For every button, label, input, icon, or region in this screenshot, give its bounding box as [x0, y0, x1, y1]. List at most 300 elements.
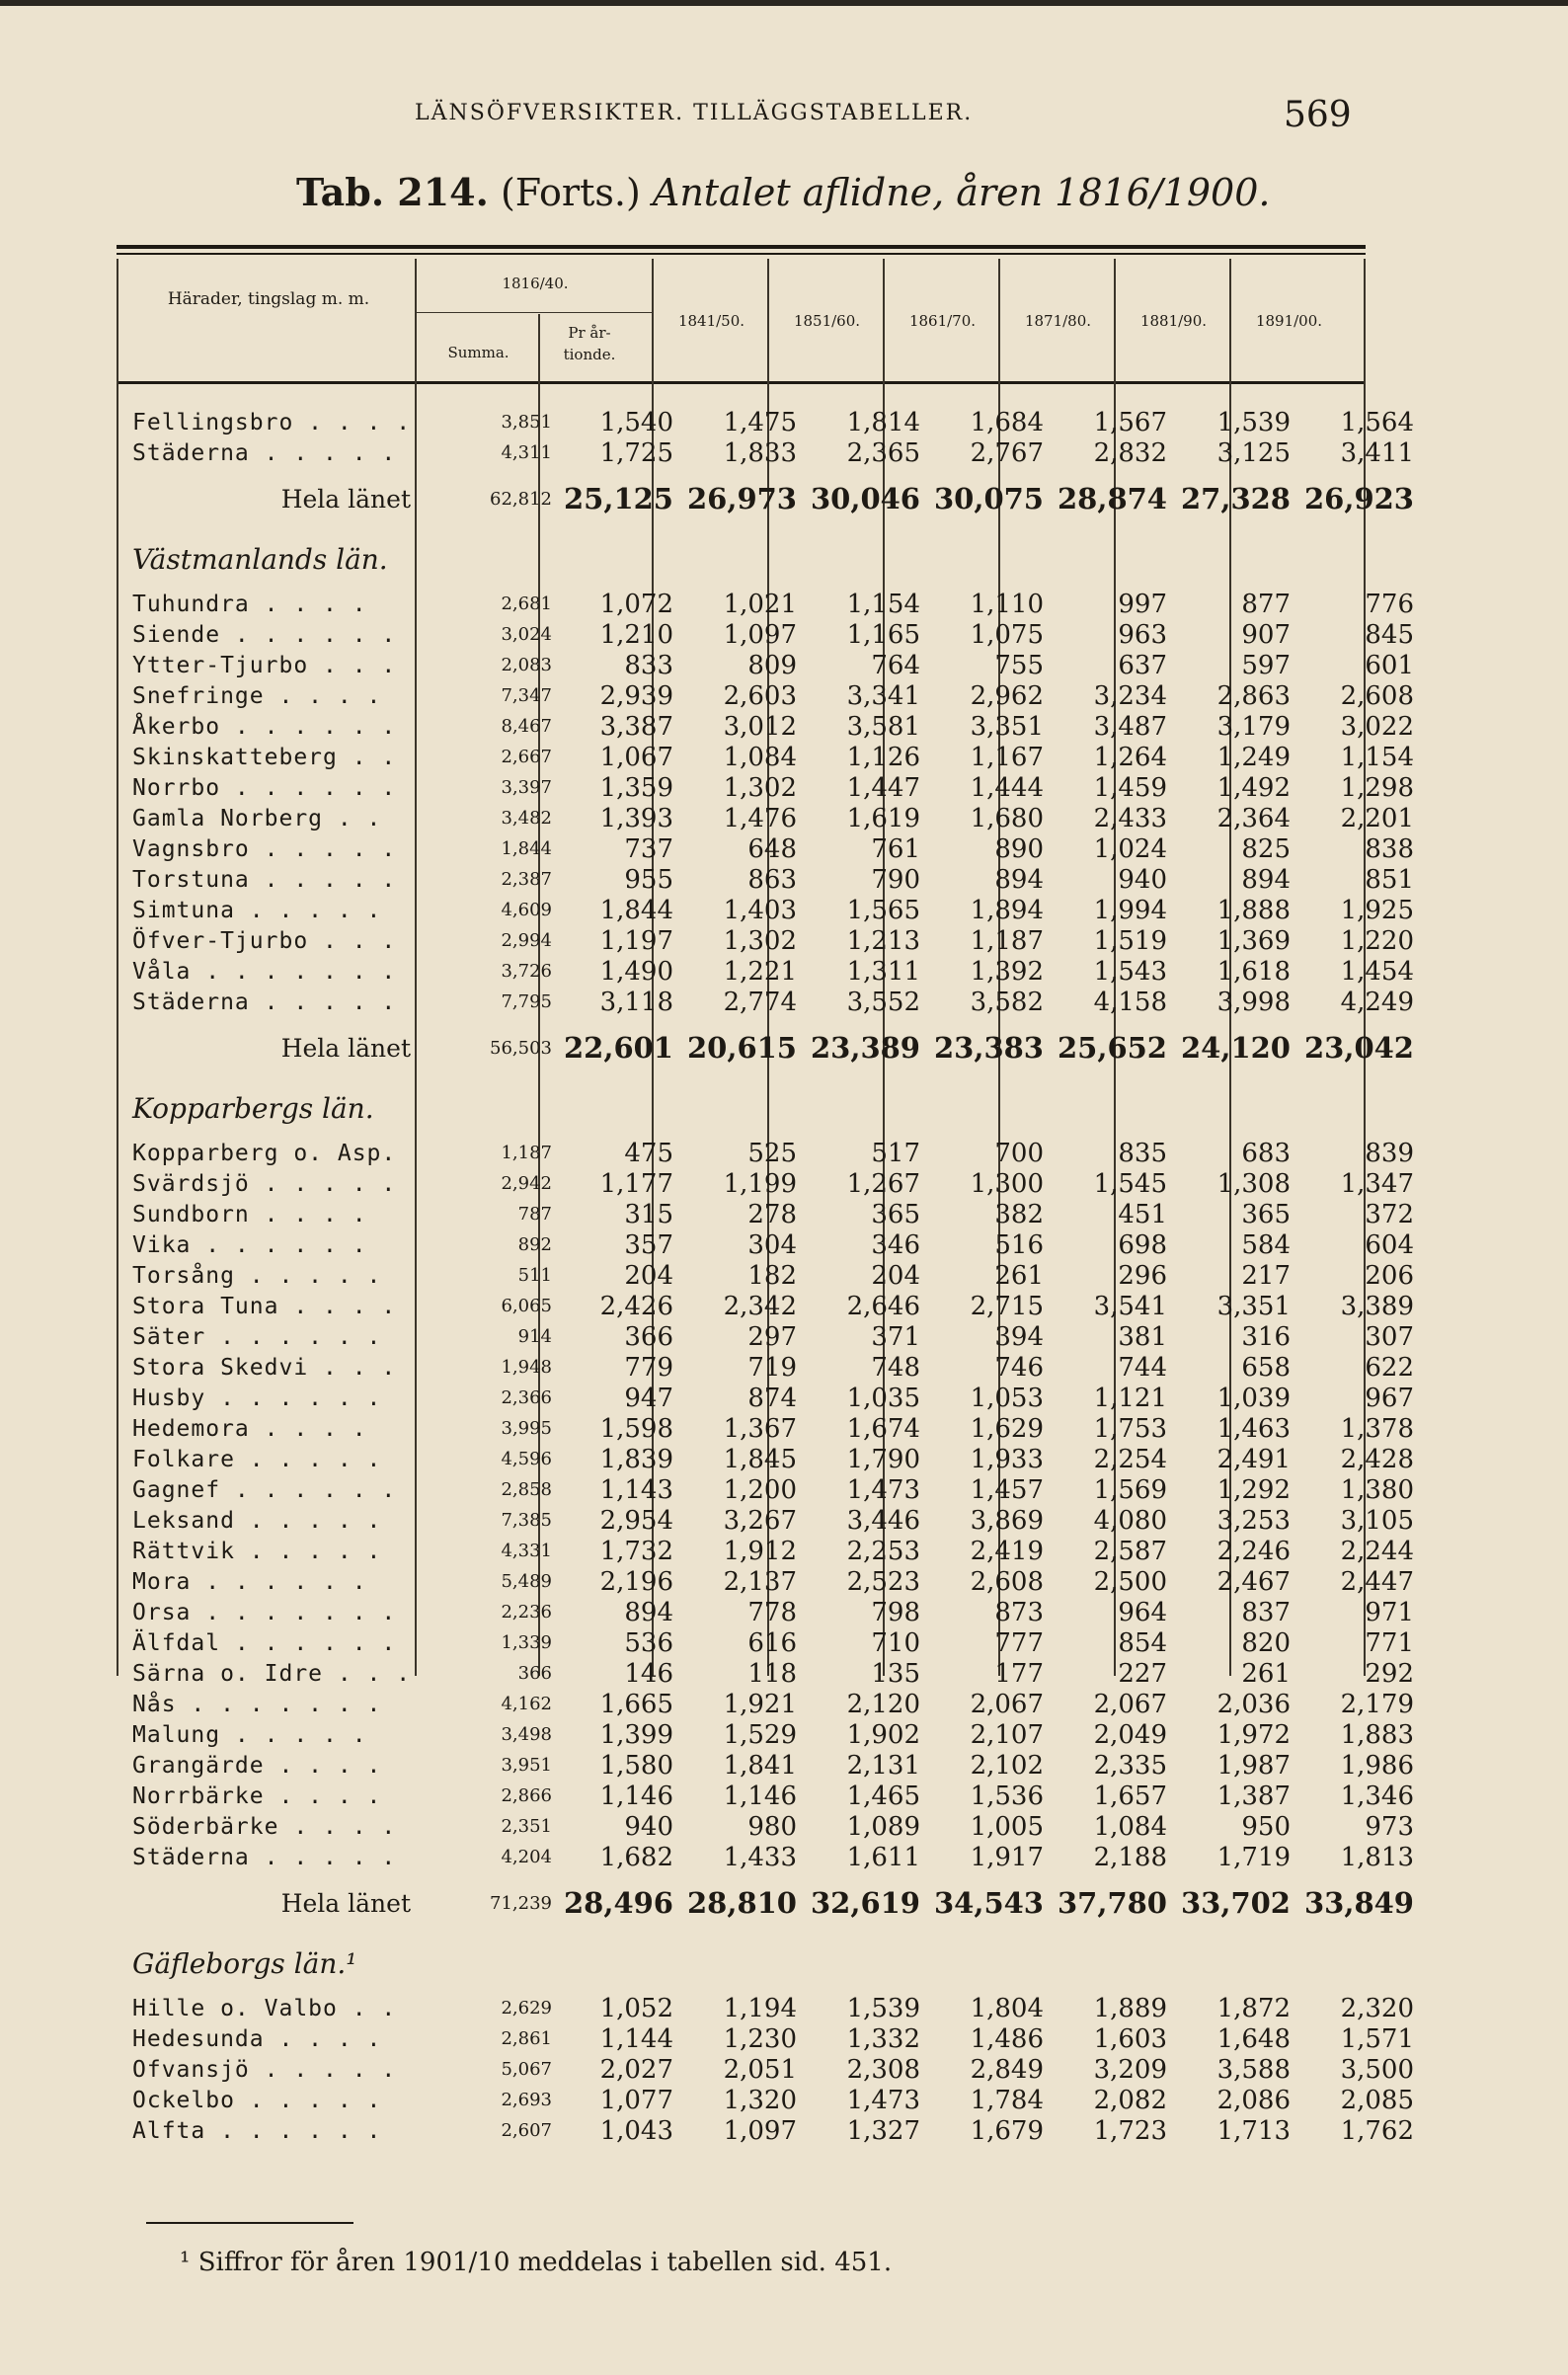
table-cell: 2,188: [1093, 1842, 1167, 1872]
table-cell: 23,042: [1304, 1031, 1414, 1065]
table-cell: 28,810: [687, 1886, 797, 1920]
table-cell: 1,311: [846, 956, 920, 987]
table-cell: 1,399: [599, 1719, 673, 1750]
table-cell: 1,567: [1093, 407, 1167, 437]
district-name: Hedemora . . . .: [132, 1415, 367, 1442]
district-name: Öfver-Tjurbo . . .: [132, 927, 397, 954]
table-cell: 2,120: [846, 1689, 920, 1719]
table-cell: 1,380: [1340, 1474, 1414, 1505]
empty-cell: [1298, 1934, 1422, 1993]
table-cell: 451: [1118, 1199, 1167, 1229]
table-cell: 820: [1241, 1627, 1291, 1658]
table-cell: 2,767: [970, 437, 1044, 468]
table-cell: 346: [871, 1229, 920, 1260]
table-cell: 3,500: [1340, 2054, 1414, 2085]
county-name: Gäfleborgs län.¹: [132, 1946, 357, 1980]
table-cell: 3,387: [599, 711, 673, 742]
district-name: Städerna . . . . .: [132, 1844, 397, 1870]
table-row: [117, 619, 1422, 650]
district-name: Malung . . . . .: [132, 1721, 367, 1748]
table-cell: 2,500: [1093, 1566, 1167, 1597]
table-cell: 1,894: [970, 895, 1044, 925]
table-cell: 1,433: [723, 1842, 797, 1872]
table-cell: 2,036: [1216, 1689, 1291, 1719]
table-cell: 1,165: [846, 619, 920, 650]
table-cell: 1,845: [723, 1444, 797, 1474]
table-cell: 955: [624, 864, 673, 895]
table-cell: 980: [747, 1811, 797, 1842]
empty-cell: [1298, 529, 1422, 589]
table-cell: 798: [871, 1597, 920, 1627]
table-cell: 1,146: [599, 1781, 673, 1811]
district-name: Ofvansjö . . . . .: [132, 2056, 397, 2083]
empty-cell: [560, 1078, 681, 1138]
table-cell: 381: [1118, 1321, 1167, 1352]
table-cell: 2,196: [599, 1566, 673, 1597]
table-cell: 907: [1241, 619, 1291, 650]
table-cell: 1,327: [846, 2115, 920, 2146]
table-cell: 1,121: [1093, 1383, 1167, 1413]
table-cell: 1,917: [970, 1842, 1044, 1872]
table-cell: 1,994: [1093, 895, 1167, 925]
table-row: [117, 956, 1422, 987]
table-cell: 874: [747, 1383, 797, 1413]
table-cell: 3,125: [1216, 437, 1291, 468]
table-cell: 1,902: [846, 1719, 920, 1750]
table-cell: 755: [994, 650, 1044, 680]
table-cell: 2,027: [599, 2054, 673, 2085]
table-cell: 1,403: [723, 895, 797, 925]
table-cell: 304: [747, 1229, 797, 1260]
table-cell: 5,489: [501, 1571, 552, 1592]
table-row: [117, 1168, 1422, 1199]
table-cell: 2,954: [599, 1505, 673, 1536]
table-row: [117, 1291, 1422, 1321]
table-cell: 371: [871, 1321, 920, 1352]
district-name: Stora Tuna . . . .: [132, 1293, 397, 1319]
table-cell: 1,814: [846, 407, 920, 437]
empty-cell: [1052, 1078, 1175, 1138]
table-cell: 1,473: [846, 1474, 920, 1505]
table-row: [117, 1781, 1422, 1811]
table-cell: 1,569: [1093, 1474, 1167, 1505]
table-row: [117, 589, 1422, 619]
table-cell: 1,302: [723, 772, 797, 803]
table-cell: 2,246: [1216, 1536, 1291, 1566]
table-cell: 27,328: [1181, 482, 1291, 515]
table-cell: 26,973: [687, 482, 797, 515]
district-name: Städerna . . . . .: [132, 989, 397, 1015]
table-cell: 261: [994, 1260, 1044, 1291]
table-cell: 1,486: [970, 2023, 1044, 2054]
table-cell: 746: [994, 1352, 1044, 1383]
table-cell: 2,049: [1093, 1719, 1167, 1750]
table-cell: 2,774: [723, 987, 797, 1017]
table-cell: 1,444: [970, 772, 1044, 803]
table-cell: 845: [1365, 619, 1414, 650]
table-cell: 2,467: [1216, 1566, 1291, 1597]
table-cell: 2,942: [501, 1173, 552, 1194]
table-cell: 967: [1365, 1383, 1414, 1413]
table-cell: 1,077: [599, 2085, 673, 2115]
table-cell: 4,609: [501, 900, 552, 920]
table-cell: 206: [1365, 1260, 1414, 1291]
table-cell: 3,411: [1340, 437, 1414, 468]
table-cell: 1,888: [1216, 895, 1291, 925]
table-cell: 4,311: [501, 442, 552, 463]
district-name: Orsa . . . . . . .: [132, 1599, 397, 1625]
table-cell: 2,447: [1340, 1566, 1414, 1597]
district-name: Norrbärke . . . .: [132, 1782, 382, 1809]
table-cell: 1,732: [599, 1536, 673, 1566]
table-cell: 1,221: [723, 956, 797, 987]
header-period-1861: 1861/70.: [908, 312, 977, 330]
table-row: [117, 1138, 1422, 1168]
empty-cell: [1175, 1934, 1298, 1993]
table-cell: 1,264: [1093, 742, 1167, 772]
district-name: Svärdsjö . . . . .: [132, 1170, 397, 1197]
table-cell: 315: [624, 1199, 673, 1229]
table-row: [117, 1536, 1422, 1566]
empty-cell: [928, 529, 1052, 589]
table-cell: 1,187: [501, 1143, 552, 1163]
table-cell: 3,397: [501, 777, 552, 798]
table-row: [117, 833, 1422, 864]
table-cell: 3,267: [723, 1505, 797, 1536]
table-cell: 2,646: [846, 1291, 920, 1321]
table-cell: 3,351: [1216, 1291, 1291, 1321]
district-name: Gamla Norberg . .: [132, 805, 382, 831]
table-cell: 316: [1241, 1321, 1291, 1352]
table-cell: 1,972: [1216, 1719, 1291, 1750]
table-cell: 1,089: [846, 1811, 920, 1842]
table-cell: 837: [1241, 1597, 1291, 1627]
table-cell: 914: [517, 1326, 552, 1347]
table-cell: 737: [624, 833, 673, 864]
table-cell: 2,179: [1340, 1689, 1414, 1719]
table-row: [117, 742, 1422, 772]
table-cell: 1,543: [1093, 956, 1167, 987]
table-cell: 2,254: [1093, 1444, 1167, 1474]
table-row: [117, 1597, 1422, 1627]
table-cell: 1,648: [1216, 2023, 1291, 2054]
table-cell: 1,925: [1340, 895, 1414, 925]
empty-cell: [1298, 1078, 1422, 1138]
table-cell: 516: [994, 1229, 1044, 1260]
district-name: Ockelbo . . . . .: [132, 2087, 382, 2113]
header-1816-40: 1816/40.: [502, 275, 569, 292]
table-cell: 1,075: [970, 619, 1044, 650]
page-top-edge: [0, 0, 1568, 6]
table-cell: 2,861: [501, 2028, 552, 2049]
table-cell: 2,866: [501, 1785, 552, 1806]
table-cell: 1,545: [1093, 1168, 1167, 1199]
empty-cell: [429, 529, 560, 589]
table-cell: 1,986: [1340, 1750, 1414, 1781]
table-cell: 2,102: [970, 1750, 1044, 1781]
table-cell: 1,987: [1216, 1750, 1291, 1781]
table-cell: 3,487: [1093, 711, 1167, 742]
table-cell: 365: [1241, 1199, 1291, 1229]
table-cell: 7,795: [501, 991, 552, 1012]
header-period-1871: 1871/80.: [1024, 312, 1092, 330]
table-cell: 1,035: [846, 1383, 920, 1413]
table-cell: 698: [1118, 1229, 1167, 1260]
table-cell: 2,387: [501, 869, 552, 890]
table-cell: 382: [994, 1199, 1044, 1229]
footnote-rule: [146, 2222, 353, 2224]
table-cell: 1,933: [970, 1444, 1044, 1474]
table-cell: 3,951: [501, 1755, 552, 1776]
table-cell: 1,393: [599, 803, 673, 833]
table-cell: 1,611: [846, 1842, 920, 1872]
empty-cell: [1175, 1078, 1298, 1138]
table-cell: 1,948: [501, 1357, 552, 1378]
table-cell: 32,619: [811, 1886, 920, 1920]
table-cell: 1,762: [1340, 2115, 1414, 2146]
district-name: Leksand . . . . .: [132, 1507, 382, 1534]
table-row: [117, 1444, 1422, 1474]
table-cell: 1,565: [846, 895, 920, 925]
table-title: [296, 170, 1270, 214]
table-cell: 839: [1365, 1138, 1414, 1168]
table-cell: 204: [871, 1260, 920, 1291]
table-cell: 56,503: [490, 1037, 552, 1059]
table-cell: 3,498: [501, 1724, 552, 1745]
table-cell: 950: [1241, 1811, 1291, 1842]
table-cell: 4,158: [1093, 987, 1167, 1017]
table-cell: 1,619: [846, 803, 920, 833]
table-cell: 2,051: [723, 2054, 797, 2085]
table-cell: 8,467: [501, 716, 552, 737]
county-total-row: [117, 1872, 1422, 1934]
deaths-table-body: [117, 407, 1422, 2146]
table-row: [117, 1627, 1422, 1658]
table-cell: 637: [1118, 650, 1167, 680]
table-cell: 894: [624, 1597, 673, 1627]
district-name: Hela länet: [280, 1888, 411, 1918]
table-cell: 2,962: [970, 680, 1044, 711]
table-cell: 1,230: [723, 2023, 797, 2054]
table-cell: 779: [624, 1352, 673, 1383]
table-cell: 6,065: [501, 1296, 552, 1316]
table-cell: 28,496: [564, 1886, 673, 1920]
table-cell: 1,603: [1093, 2023, 1167, 2054]
table-row: [117, 925, 1422, 956]
table-cell: 2,607: [501, 2120, 552, 2141]
county-name: Västmanlands län.: [132, 542, 388, 576]
district-name: Vika . . . . . .: [132, 1231, 367, 1258]
table-cell: 1,144: [599, 2023, 673, 2054]
table-row: [117, 1993, 1422, 2023]
table-cell: 525: [747, 1138, 797, 1168]
table-cell: 24,120: [1181, 1031, 1291, 1065]
table-cell: 1,187: [970, 925, 1044, 956]
table-cell: 146: [624, 1658, 673, 1689]
table-cell: 1,813: [1340, 1842, 1414, 1872]
table-cell: 1,199: [723, 1168, 797, 1199]
table-cell: 30,075: [934, 482, 1044, 515]
table-cell: 182: [747, 1260, 797, 1291]
table-cell: 1,804: [970, 1993, 1044, 2023]
table-cell: 940: [624, 1811, 673, 1842]
empty-cell: [928, 1078, 1052, 1138]
table-cell: 1,300: [970, 1168, 1044, 1199]
table-cell: 1,564: [1340, 407, 1414, 437]
district-name: Siende . . . . . .: [132, 621, 397, 648]
table-cell: 1,447: [846, 772, 920, 803]
table-row: [117, 803, 1422, 833]
table-cell: 658: [1241, 1352, 1291, 1383]
header-district: Härader, tingslag m. m.: [167, 289, 370, 309]
table-cell: 854: [1118, 1627, 1167, 1658]
table-cell: 1,267: [846, 1168, 920, 1199]
table-cell: 1,457: [970, 1474, 1044, 1505]
table-cell: 4,162: [501, 1694, 552, 1714]
table-cell: 1,249: [1216, 742, 1291, 772]
table-cell: 2,131: [846, 1750, 920, 1781]
table-cell: 2,863: [1216, 680, 1291, 711]
table-cell: 1,392: [970, 956, 1044, 987]
table-cell: 1,921: [723, 1689, 797, 1719]
table-cell: 33,849: [1304, 1886, 1414, 1920]
table-cell: 296: [1118, 1260, 1167, 1291]
table-cell: 1,598: [599, 1413, 673, 1444]
table-cell: 292: [1365, 1658, 1414, 1689]
district-name: Nås . . . . . . .: [132, 1691, 382, 1717]
table-cell: 37,780: [1058, 1886, 1167, 1920]
table-cell: 1,110: [970, 589, 1044, 619]
table-cell: 1,476: [723, 803, 797, 833]
district-name: Grangärde . . . .: [132, 1752, 382, 1779]
table-cell: 604: [1365, 1229, 1414, 1260]
table-cell: 1,084: [1093, 1811, 1167, 1842]
table-cell: 1,308: [1216, 1168, 1291, 1199]
table-cell: 1,292: [1216, 1474, 1291, 1505]
empty-cell: [560, 1934, 681, 1993]
table-cell: 1,682: [599, 1842, 673, 1872]
table-cell: 2,832: [1093, 437, 1167, 468]
table-cell: 700: [994, 1138, 1044, 1168]
table-cell: 825: [1241, 833, 1291, 864]
table-cell: 1,024: [1093, 833, 1167, 864]
table-cell: 1,680: [970, 803, 1044, 833]
table-cell: 1,339: [501, 1632, 552, 1653]
table-cell: 2,629: [501, 1998, 552, 2019]
table-cell: 1,657: [1093, 1781, 1167, 1811]
header-period-1891: 1891/00.: [1255, 312, 1323, 330]
deaths-table: [117, 407, 1422, 2146]
table-cell: 2,849: [970, 2054, 1044, 2085]
table-cell: 3,012: [723, 711, 797, 742]
table-cell: 3,341: [846, 680, 920, 711]
running-head: [0, 97, 1568, 136]
table-cell: 1,784: [970, 2085, 1044, 2115]
table-cell: 26,923: [1304, 482, 1414, 515]
table-cell: 2,107: [970, 1719, 1044, 1750]
table-cell: 1,490: [599, 956, 673, 987]
table-cell: 963: [1118, 619, 1167, 650]
table-cell: 2,994: [501, 930, 552, 951]
table-cell: 394: [994, 1321, 1044, 1352]
table-cell: 2,067: [970, 1689, 1044, 1719]
table-cell: 2,201: [1340, 803, 1414, 833]
table-cell: 1,005: [970, 1811, 1044, 1842]
table-cell: 648: [747, 833, 797, 864]
table-cell: 3,179: [1216, 711, 1291, 742]
district-name: Folkare . . . . .: [132, 1446, 382, 1472]
table-cell: 20,615: [687, 1031, 797, 1065]
table-cell: 3,482: [501, 808, 552, 829]
table-row: [117, 1689, 1422, 1719]
table-row: [117, 650, 1422, 680]
table-cell: 1,213: [846, 925, 920, 956]
table-cell: 1,347: [1340, 1168, 1414, 1199]
district-name: Husby . . . . . .: [132, 1385, 382, 1411]
table-cell: 4,080: [1093, 1505, 1167, 1536]
district-name: Söderbärke . . . .: [132, 1813, 397, 1840]
table-cell: 2,603: [723, 680, 797, 711]
table-cell: 2,236: [501, 1602, 552, 1623]
table-row: [117, 1719, 1422, 1750]
table-cell: 1,320: [723, 2085, 797, 2115]
empty-cell: [805, 1078, 928, 1138]
table-cell: 719: [747, 1352, 797, 1383]
table-cell: 2,083: [501, 655, 552, 675]
table-cell: 177: [994, 1658, 1044, 1689]
table-row: [117, 1505, 1422, 1536]
district-name: Rättvik . . . . .: [132, 1538, 382, 1564]
table-row: [117, 1199, 1422, 1229]
table-cell: 1,359: [599, 772, 673, 803]
table-cell: 616: [747, 1627, 797, 1658]
table-cell: 4,596: [501, 1449, 552, 1469]
district-name: Stora Skedvi . . .: [132, 1354, 397, 1381]
table-cell: 366: [624, 1321, 673, 1352]
table-cell: 3,851: [501, 412, 552, 433]
table-cell: 778: [747, 1597, 797, 1627]
table-cell: 1,298: [1340, 772, 1414, 803]
table-cell: 2,426: [599, 1291, 673, 1321]
table-cell: 683: [1241, 1138, 1291, 1168]
empty-cell: [681, 1934, 805, 1993]
table-cell: 227: [1118, 1658, 1167, 1689]
header-summa: Summa.: [447, 344, 510, 361]
table-cell: 1,084: [723, 742, 797, 772]
table-cell: 790: [871, 864, 920, 895]
district-name: Hela länet: [280, 484, 411, 514]
district-name: Våla . . . . . . .: [132, 958, 397, 985]
table-cell: 3,998: [1216, 987, 1291, 1017]
table-cell: 1,332: [846, 2023, 920, 2054]
district-name: Fellingsbro . . . .: [132, 409, 412, 435]
table-cell: 894: [1241, 864, 1291, 895]
table-cell: 777: [994, 1627, 1044, 1658]
table-cell: 1,580: [599, 1750, 673, 1781]
table-cell: 1,833: [723, 437, 797, 468]
table-cell: 3,024: [501, 624, 552, 645]
table-cell: 873: [994, 1597, 1044, 1627]
table-cell: 517: [871, 1138, 920, 1168]
table-cell: 1,539: [846, 1993, 920, 2023]
table-cell: 1,378: [1340, 1413, 1414, 1444]
table-cell: 1,540: [599, 407, 673, 437]
table-row: [117, 1658, 1422, 1689]
table-caption: Antalet aflidne, åren 1816/1900.: [652, 171, 1271, 214]
page-number: 569: [1284, 95, 1352, 135]
table-cell: 2,308: [846, 2054, 920, 2085]
table-cell: 278: [747, 1199, 797, 1229]
